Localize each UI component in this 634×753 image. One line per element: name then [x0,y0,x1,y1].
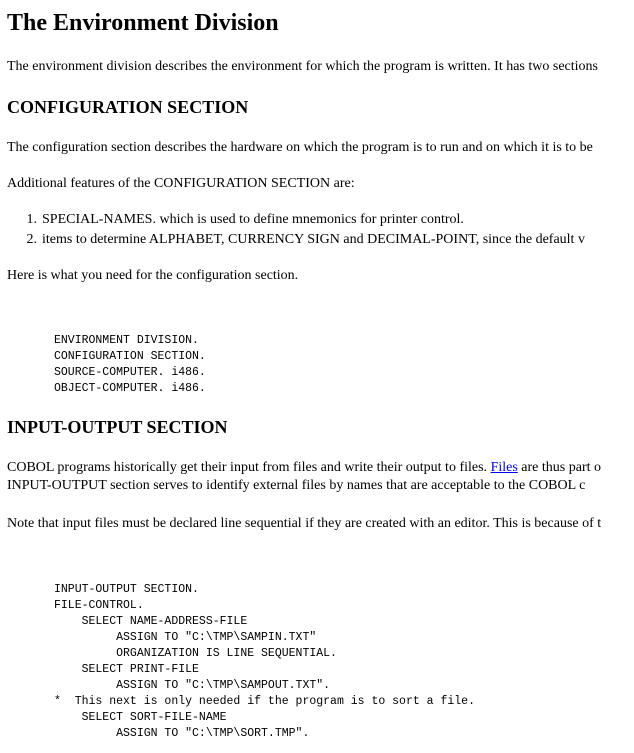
configuration-code-block: ENVIRONMENT DIVISION. CONFIGURATION SECTION. SOURCE-COMPUTER. i486. OBJECT-COMPUTER. i486. [54,334,206,395]
input-output-paragraph-text-continued: are thus part o [517,460,601,475]
configuration-paragraph: The configuration section describes the hardware on which the program is to run and on which it is to be [7,140,593,155]
input-output-paragraph-line2: INPUT-OUTPUT section serves to identify external files by names that are acceptable to the COBOL c [7,478,586,493]
list-item-number: 2. [26,232,37,247]
files-link[interactable]: Files [490,460,518,475]
input-output-code-block: INPUT-OUTPUT SECTION. FILE-CONTROL. SELECT NAME-ADDRESS-FILE ASSIGN TO "C:\TMP\SAMPIN.TXT" ORGANIZATION IS LINE SEQUENTIAL. SELECT PRINT-FILE ASSIGN TO "C:\TMP\SAMPOUT.TXT". * This next is only needed if the program is to sort a file. SELECT SORT-FILE-NAME ASSIGN TO "C:\TMP\SORT.TMP". [54,583,475,740]
list-item [7,231,585,249]
line-sequential-note: Note that input files must be declared line sequential if they are created with an editor. This is because of t [7,516,602,531]
list-item-number: 1. [26,212,37,227]
input-output-paragraph [7,459,601,477]
input-output-paragraph-text: COBOL programs historically get their input from files and write their output to files. [7,460,491,475]
list-item-text: items to determine ALPHABET, CURRENCY SIGN and DECIMAL-POINT, since the default v [42,232,585,247]
list-item-text: SPECIAL-NAMES. which is used to define mnemonics for printer control. [42,212,464,227]
page-title: The Environment Division [7,10,279,36]
input-output-section-heading: INPUT-OUTPUT SECTION [7,417,228,437]
configuration-section-heading: CONFIGURATION SECTION [7,97,249,117]
list-item [7,211,464,229]
intro-paragraph: The environment division describes the environment for which the program is written. It has two sections [7,59,598,74]
configuration-need-paragraph: Here is what you need for the configuration section. [7,268,299,283]
configuration-features-paragraph: Additional features of the CONFIGURATION SECTION are: [7,176,355,191]
